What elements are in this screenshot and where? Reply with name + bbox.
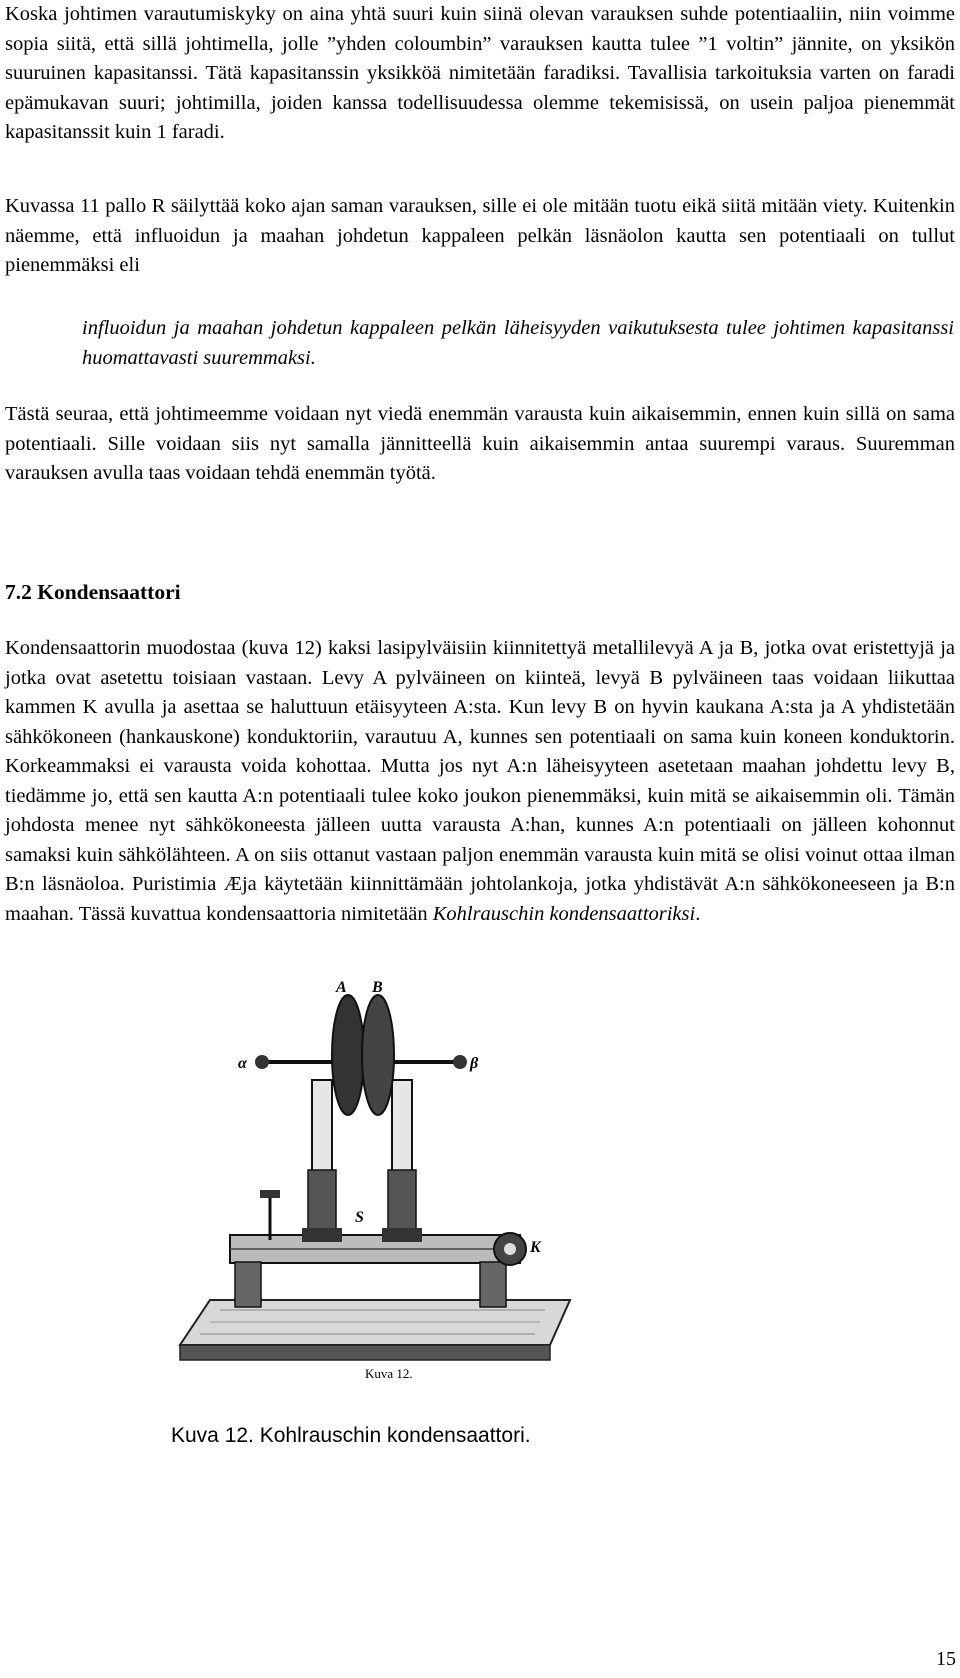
section-heading: 7.2 Kondensaattori — [5, 580, 181, 604]
paragraph-condenser-description — [5, 634, 955, 929]
label-a: A — [336, 979, 347, 996]
paragraph-end-punct: . — [695, 902, 701, 925]
label-k: K — [530, 1239, 541, 1256]
figure-caption: Kuva 12. Kohlrauschin kondensaattori. — [171, 1424, 531, 1447]
paragraph-sphere-r: Kuvassa 11 pallo R säilyttää koko ajan saman varauksen, sille ei ole mitään tuotu eikä siitä mitään viety. Kuitenkin näemme, että influoidun ja maahan johdetun kappaleen pelkän läsnäolon kautta sen potentiaali on tullut pienemmäksi eli — [5, 195, 955, 276]
kohlrausch-condenser-illustration — [150, 979, 600, 1381]
paragraph-italic-term: Kohlrauschin kondensaattoriksi — [432, 902, 696, 925]
paragraph-capacitance-unit: Koska johtimen varautumiskyky on aina yhtä suuri kuin siinä olevan varauksen suhde potentiaaliin, niin voimme sopia siitä, että sillä johtimella, jolle ”yhden coloumbin” varauksen kautta tulee ”1 voltin” jännite, on yksikön suuruinen kapasitanssi. Tätä kapasitanssin yksikköä nimitetään faradiksi. Tavallisia tarkoituksia varten on faradi epämukavan suuri; johtimilla, joiden kanssa todellisuudessa olemme tekemisissä, on usein paljoa pienemmät kapasitanssit kuin 1 faradi. — [5, 3, 955, 143]
italic-quote: influoidun ja maahan johdetun kappaleen pelkän läheisyyden vaikutuksesta tulee johtimen kapasitanssi huomattavasti suuremmaksi. — [82, 317, 954, 369]
clamp-alpha — [255, 1055, 269, 1069]
label-b: B — [372, 979, 383, 996]
left-leg — [235, 1262, 261, 1307]
plate-a — [332, 995, 364, 1115]
paragraph-main-text: Kondensaattorin muodostaa (kuva 12) kaksi lasipylväisiin kiinnitettyä metallilevyä A ja B, jotka ovat eristettyjä ja jotka ovat asetettu toisiaan vastaan. Levy A pylväineen on kiinteä, levyä B pylväineen taas voidaan liikuttaa kammen K avulla ja asettaa se haluttuun etäisyyteen A:sta. Kun levy B on hyvin kaukana A:sta ja A yhdistetään sähkökoneen (hankauskone) konduktoriin, varautuu A, kunnes sen potentiaali on sama kuin koneen konduktorin. Korkeammaksi ei varausta voida kohottaa. Mutta jos nyt A:n läheisyyteen asetetaan maahan johdettu levy B, tiedämme jo, että sen kautta A:n potentiaali tulee koko joukon pienemmäksi, kuin mitä se aikaisemmin oli. Tämän johdosta menee nyt sähkökoneesta jälleen uutta varausta A:han, kunnes A:n potentiaali on jälleen kohonnut samaksi kuin sähkölähteen. A on siis ottanut vastaan paljon enemmän varausta kuin mitä se olisi voinut ottaa ilman B:n läsnäoloa. Puristimia Æja käytetään kiinnittämään johtolankoja, jotka yhdistävät A:n sähkökoneeseen ja B:n maahan. Tässä kuvattua kondensaattoria nimitetään — [5, 637, 955, 925]
right-leg — [480, 1262, 506, 1307]
clamp-beta — [453, 1055, 467, 1069]
figure-inner-caption: Kuva 12. — [365, 1366, 413, 1381]
label-alpha: α — [238, 1055, 247, 1072]
plate-b — [362, 995, 394, 1115]
paragraph-consequence: Tästä seuraa, että johtimeemme voidaan nyt viedä enemmän varausta kuin aikaisemmin, ennen kuin sillä on sama potentiaali. Sille voidaan siis nyt samalla jännitteellä kuin aikaisemmin antaa suurempi varaus. Suuremman varauksen avulla taas voidaan tehdä enemmän työtä. — [5, 403, 955, 484]
base-board-edge — [180, 1345, 550, 1360]
page-number: 15 — [936, 1648, 956, 1670]
label-beta: β — [470, 1055, 479, 1072]
label-s: S — [355, 1209, 364, 1226]
